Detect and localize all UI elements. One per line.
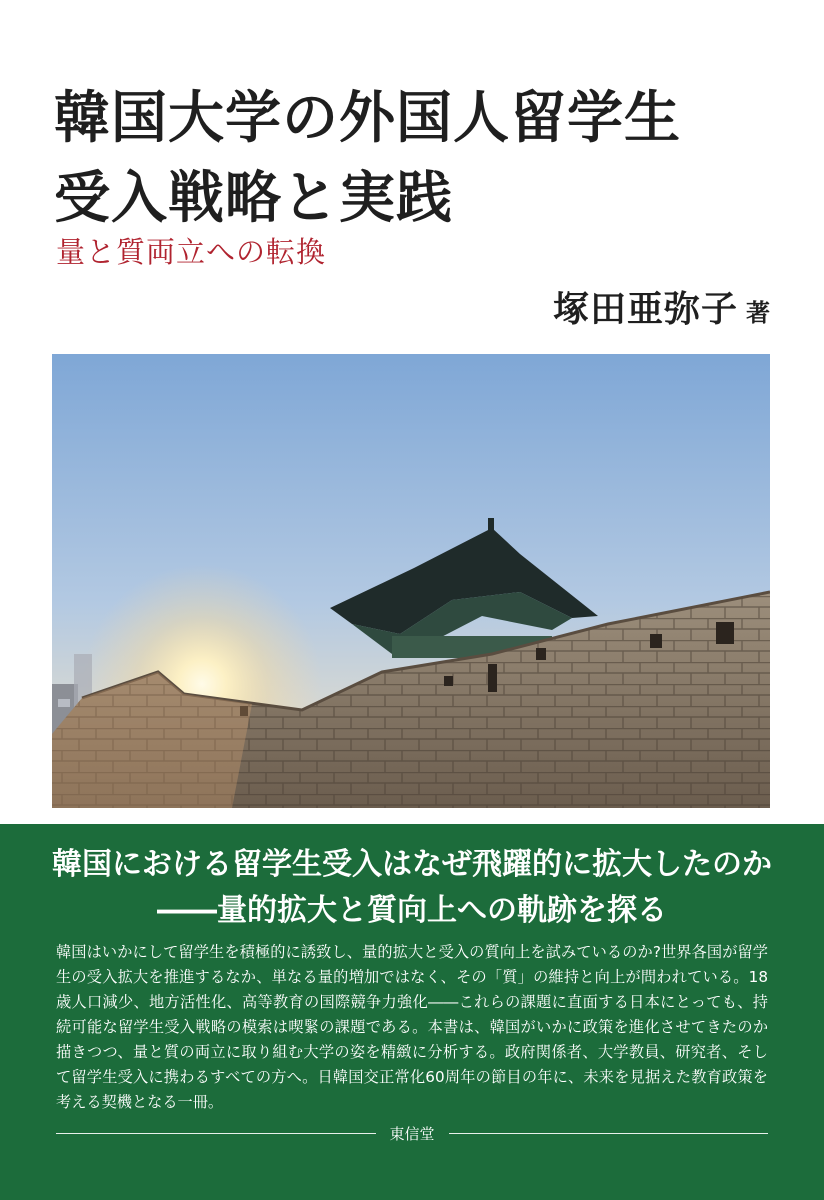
fortress-photo-illustration xyxy=(52,354,770,808)
title-line-2: 受入戦略と実践 xyxy=(54,165,453,231)
author-name: 塚田亜弥子 xyxy=(552,288,738,330)
publisher-name: 東信堂 xyxy=(389,1124,435,1143)
title-line-1: 韓国大学の外国人留学生 xyxy=(54,85,681,151)
publisher-rule-left xyxy=(56,1133,376,1134)
author-role: 著 xyxy=(746,298,770,327)
author-row xyxy=(553,281,770,332)
cover-photo xyxy=(52,354,770,808)
publisher-rule-right xyxy=(449,1133,769,1134)
subtitle: 量と質両立への転換 xyxy=(56,235,327,269)
tagline-line-2: ――量的拡大と質向上への軌跡を探る xyxy=(157,893,667,928)
tagline-line-1: 韓国における留学生受入はなぜ飛躍的に拡大したのか xyxy=(52,847,772,882)
book-description: 韓国はいかにして留学生を積極的に誘致し、量的拡大と受入の質向上を試みているのか?世界各国が留学生の受入拡大を推進するなか、単なる量的増加ではなく、その「質」の維持と向上が問われている。18歳人口減少、地方活性化、高等教育の国際競争力強化――これらの課題に直面する日本にとっても、持続可能な留学生受入戦略の模索は喫緊の課題である。本書は、韓国がいかに政策を進化させてきたのか描きつつ、量と質の両立に取り組む大学の姿を精緻に分析する。政府関係者、大学教員、研究者、そして留学生受入に携わるすべての方へ。日韓国交正常化60周年の節目の年に、未来を見据えた教育政策を考える契機となる一冊。 xyxy=(56,943,768,1111)
publisher-row xyxy=(56,1122,768,1144)
